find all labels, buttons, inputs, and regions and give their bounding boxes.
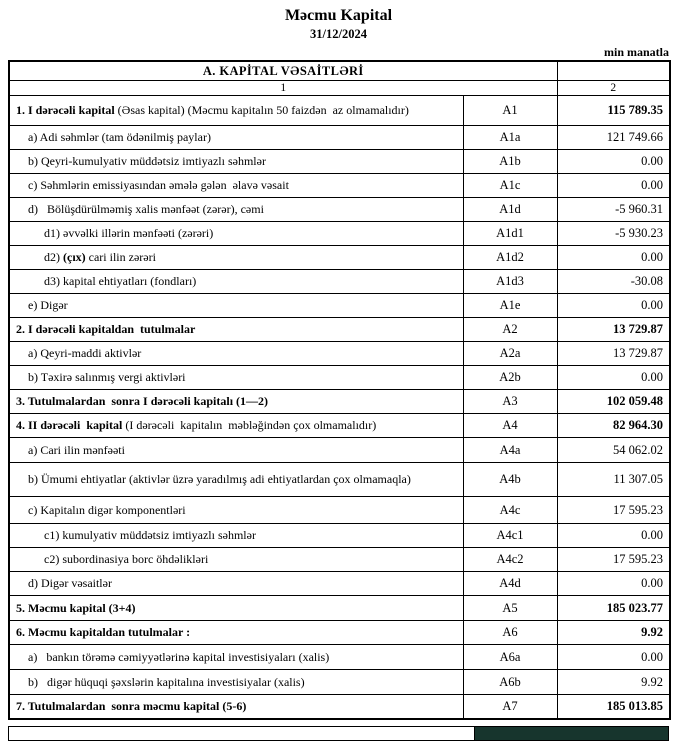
row-code: A1d3 <box>463 269 557 293</box>
label-text: d2) <box>44 250 63 264</box>
unit-note: min manatla <box>603 45 669 59</box>
label-text: c1) kumulyativ müddətsiz imtiyazlı səhmlər <box>44 528 256 542</box>
row-label <box>9 95 463 125</box>
row-label <box>9 269 463 293</box>
table-row <box>9 125 670 149</box>
row-value: 9.92 <box>557 669 670 694</box>
row-value: 13 729.87 <box>557 317 670 341</box>
row-label <box>9 694 463 719</box>
row-value: 0.00 <box>557 173 670 197</box>
label-text: a) Adi səhmlər (tam ödənilmiş paylar) <box>28 130 211 144</box>
row-code: A6b <box>463 669 557 694</box>
page-title: Məcmu Kapital <box>284 7 393 24</box>
table-row <box>9 437 670 462</box>
row-value: 0.00 <box>557 245 670 269</box>
next-section-partial-row <box>8 726 669 741</box>
table-row <box>9 317 670 341</box>
row-label <box>9 547 463 571</box>
table-row <box>9 173 670 197</box>
label-text: c) Kapitalın digər komponentləri <box>28 502 186 517</box>
row-label <box>9 173 463 197</box>
next-section-empty-cell <box>9 727 475 740</box>
table-row <box>9 523 670 547</box>
label-text-bold: 1. I dərəcəli kapital <box>16 103 115 117</box>
table-row <box>9 269 670 293</box>
row-value: 0.00 <box>557 293 670 317</box>
table-row <box>9 293 670 317</box>
label-text: d3) kapital ehtiyatları (fondları) <box>44 274 197 288</box>
row-label <box>9 523 463 547</box>
label-text: b) digər hüquqi şəxslərin kapitalına investisiyalar (xalis) <box>28 674 305 689</box>
section-header-empty-cell <box>557 61 670 80</box>
row-code: A4b <box>463 462 557 496</box>
row-label <box>9 293 463 317</box>
row-label <box>9 221 463 245</box>
row-value: 185 013.85 <box>557 694 670 719</box>
table-row <box>9 571 670 595</box>
row-value: 54 062.02 <box>557 437 670 462</box>
column-number-left: 1 <box>9 80 557 95</box>
label-text: cari ilin zərəri <box>85 250 156 264</box>
row-code: A4 <box>463 413 557 437</box>
row-code: A3 <box>463 389 557 413</box>
row-code: A2 <box>463 317 557 341</box>
label-text: d) Bölüşdürülməmiş xalis mənfəət (zərər), cəmi <box>28 202 264 216</box>
label-text: (Əsas kapital) (Məcmu kapitalın 50 faizdən az olmamalıdır) <box>114 103 409 117</box>
row-label <box>9 437 463 462</box>
table-row <box>9 694 670 719</box>
table-row <box>9 95 670 125</box>
row-code: A4c1 <box>463 523 557 547</box>
row-label <box>9 149 463 173</box>
row-value: 0.00 <box>557 523 670 547</box>
label-text: (I dərəcəli kapitalın məbləğindən çox olmamalıdır) <box>122 418 377 432</box>
label-text: b) Təxirə salınmış vergi aktivləri <box>28 370 186 384</box>
capital-table <box>8 60 671 720</box>
row-value: -5 960.31 <box>557 197 670 221</box>
row-code: A1e <box>463 293 557 317</box>
row-value: -5 930.23 <box>557 221 670 245</box>
row-code: A1d2 <box>463 245 557 269</box>
report-date: 31/12/2024 <box>310 27 367 41</box>
label-text: c) Səhmlərin emissiyasından əmələ gələn əlavə vəsait <box>28 178 289 192</box>
label-text-bold: 3. Tutulmalardan sonra I dərəcəli kapitalı (1—2) <box>16 394 269 408</box>
label-text: a) Qeyri-maddi aktivlər <box>28 346 142 360</box>
row-value: 121 749.66 <box>557 125 670 149</box>
row-value: 0.00 <box>557 644 670 669</box>
label-text: b) Qeyri-kumulyativ müddətsiz imtiyazlı səhmlər <box>28 154 266 168</box>
row-value: 0.00 <box>557 365 670 389</box>
table-row <box>9 365 670 389</box>
row-code: A1a <box>463 125 557 149</box>
table-row <box>9 595 670 620</box>
label-text-bold: 5. Məcmu kapital (3+4) <box>16 600 136 615</box>
row-code: A2a <box>463 341 557 365</box>
table-row <box>9 341 670 365</box>
row-code: A1 <box>463 95 557 125</box>
table-row <box>9 245 670 269</box>
row-label <box>9 620 463 644</box>
row-label <box>9 595 463 620</box>
row-code: A4d <box>463 571 557 595</box>
row-label <box>9 365 463 389</box>
row-label <box>9 644 463 669</box>
row-code: A1d1 <box>463 221 557 245</box>
row-value: 0.00 <box>557 571 670 595</box>
row-label <box>9 317 463 341</box>
label-text: c2) subordinasiya borc öhdəlikləri <box>44 552 209 566</box>
table-row <box>9 462 670 496</box>
row-code: A1d <box>463 197 557 221</box>
label-text-bold: (çıx) <box>63 250 86 264</box>
row-label <box>9 245 463 269</box>
row-value: -30.08 <box>557 269 670 293</box>
row-value: 185 023.77 <box>557 595 670 620</box>
row-value: 102 059.48 <box>557 389 670 413</box>
row-code: A4c2 <box>463 547 557 571</box>
label-text: a) bankın törəmə cəmiyyətlərinə kapital investisiyaları (xalis) <box>28 649 330 664</box>
table-row <box>9 669 670 694</box>
row-label <box>9 125 463 149</box>
row-value: 0.00 <box>557 149 670 173</box>
row-value: 82 964.30 <box>557 413 670 437</box>
row-code: A2b <box>463 365 557 389</box>
section-header-cell: A. KAPİTAL VƏSAİTLƏRİ <box>9 61 557 80</box>
row-code: A1b <box>463 149 557 173</box>
label-text-bold: 6. Məcmu kapitaldan tutulmalar : <box>16 625 191 639</box>
next-section-dark-cell <box>475 727 668 740</box>
table-row <box>9 197 670 221</box>
row-label <box>9 341 463 365</box>
label-text: b) Ümumi ehtiyatlar (aktivlər üzrə yaradılmış adi ehtiyatlardan çox olmamaqla) <box>28 472 411 486</box>
table-row <box>9 620 670 644</box>
table-row <box>9 221 670 245</box>
label-text: d1) əvvəlki illərin mənfəəti (zərəri) <box>44 226 214 240</box>
row-label <box>9 389 463 413</box>
row-value: 17 595.23 <box>557 496 670 523</box>
row-label <box>9 413 463 437</box>
row-label <box>9 669 463 694</box>
column-number-right: 2 <box>557 80 670 95</box>
row-label <box>9 197 463 221</box>
label-text-bold: 7. Tutulmalardan sonra məcmu kapital (5-6) <box>16 699 247 714</box>
table-row <box>9 149 670 173</box>
section-header-row <box>9 61 670 80</box>
row-value: 11 307.05 <box>557 462 670 496</box>
row-code: A4a <box>463 437 557 462</box>
row-value: 115 789.35 <box>557 95 670 125</box>
row-code: A4c <box>463 496 557 523</box>
row-label <box>9 496 463 523</box>
table-row <box>9 413 670 437</box>
label-text: d) Digər vəsaitlər <box>28 576 112 590</box>
row-code: A1c <box>463 173 557 197</box>
row-value: 9.92 <box>557 620 670 644</box>
table-row <box>9 389 670 413</box>
column-number-row <box>9 80 670 95</box>
row-code: A6 <box>463 620 557 644</box>
row-code: A7 <box>463 694 557 719</box>
label-text-bold: 4. II dərəcəli kapital <box>16 418 123 432</box>
label-text: a) Cari ilin mənfəəti <box>28 442 125 457</box>
row-label <box>9 462 463 496</box>
label-text: e) Digər <box>28 298 68 312</box>
row-value: 17 595.23 <box>557 547 670 571</box>
table-row <box>9 547 670 571</box>
label-text-bold: 2. I dərəcəli kapitaldan tutulmalar <box>16 322 196 336</box>
table-row <box>9 496 670 523</box>
row-code: A5 <box>463 595 557 620</box>
row-label <box>9 571 463 595</box>
row-value: 13 729.87 <box>557 341 670 365</box>
table-row <box>9 644 670 669</box>
row-code: A6a <box>463 644 557 669</box>
